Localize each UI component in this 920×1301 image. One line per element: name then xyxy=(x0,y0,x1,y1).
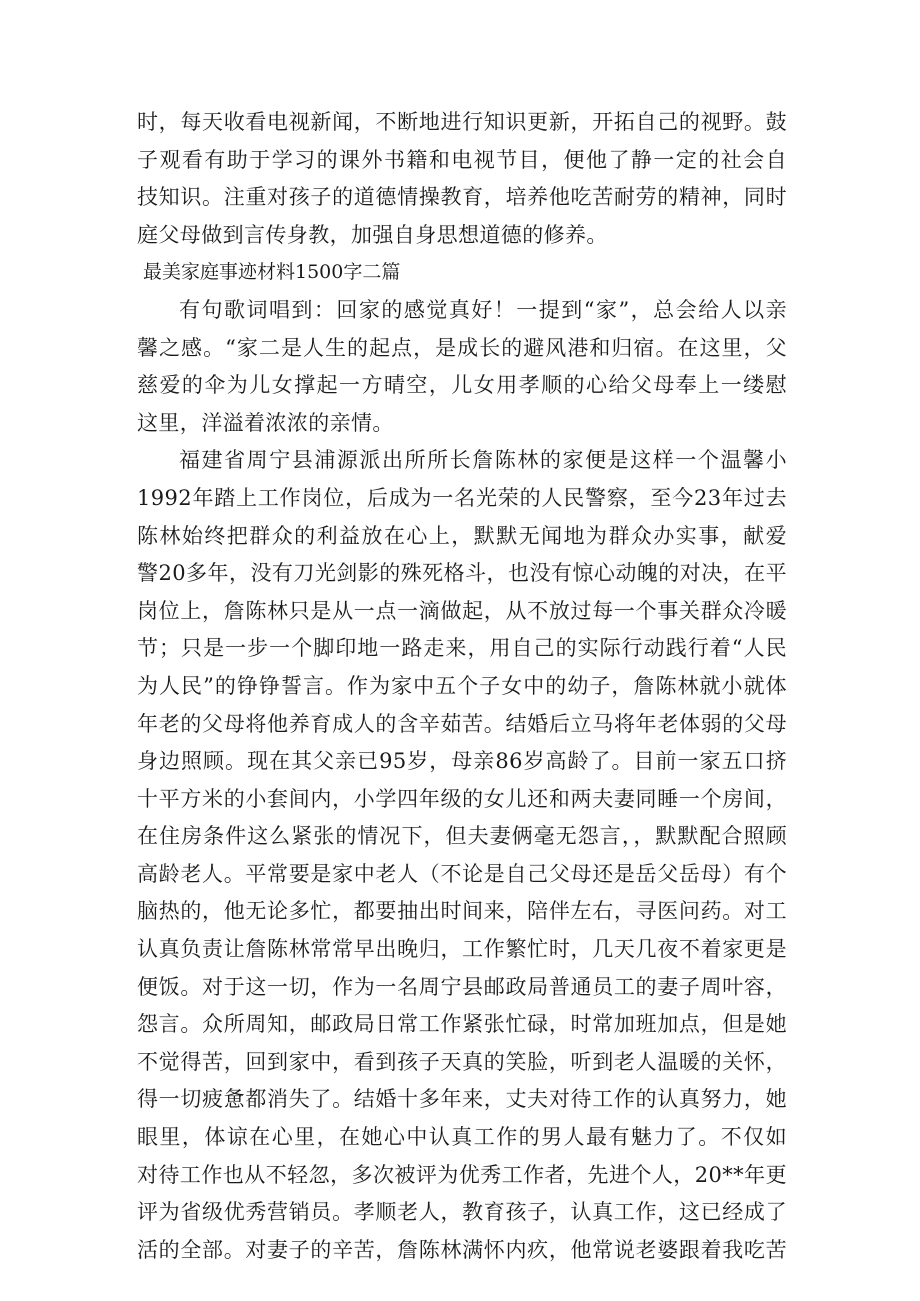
text-line: 得一切疲惫都消失了。结婚十多年来，丈夫对待工作的认真努力，她 xyxy=(137,1087,787,1112)
text-line: 脑热的，他无论多忙，都要抽出时间来，陪伴左右，寻医问药。对工 xyxy=(137,899,787,924)
text-line: 评为省级优秀营销员。孝顺老人，教育孩子，认真工作，这已经成了 xyxy=(137,1200,787,1225)
text-line: 为人民”的铮铮誓言。作为家中五个子女中的幼子，詹陈林就小就体 xyxy=(137,673,787,698)
text-line: 不觉得苦，回到家中，看到孩子天真的笑脸，听到老人温暖的关怀， xyxy=(137,1049,787,1074)
text-line: 技知识。注重对孩子的道德情操教育，培养他吃苦耐劳的精神，同时 xyxy=(137,185,787,210)
text-line: 十平方米的小套间内，小学四年级的女儿还和两夫妻同睡一个房间， xyxy=(137,786,787,811)
text-line: 在住房条件这么紧张的情况下，但夫妻俩毫无怨言，，默默配合照顾 xyxy=(137,824,787,849)
text-line: 福建省周宁县浦源派出所所长詹陈林的家便是这样一个温馨小 xyxy=(179,448,787,473)
text-line: 认真负责让詹陈林常常早出晚归，工作繁忙时，几天几夜不着家更是 xyxy=(137,937,787,962)
text-line: 子观看有助于学习的课外书籍和电视节目，便他了静一定的社会自 xyxy=(137,147,787,172)
paragraph-2 xyxy=(137,292,787,442)
text-line: 岗位上，詹陈林只是从一点一滴做起，从不放过每一个事关群众冷暖 xyxy=(137,598,787,623)
text-line: 有句歌词唱到：回家的感觉真好！一提到“家”，总会给人以亲 xyxy=(179,297,787,322)
text-line: 庭父母做到言传身教，加强自身思想道德的修养。 xyxy=(137,222,608,247)
text-line: 警20多年，没有刀光剑影的殊死格斗，也没有惊心动魄的对决，在平 xyxy=(137,561,787,586)
text-line: 节；只是一步一个脚印地一路走来，用自己的实际行动践行着“人民 xyxy=(137,636,787,661)
document-page xyxy=(137,104,787,1269)
section-heading: 最美家庭事迹材料1500字二篇 xyxy=(143,261,401,284)
text-line: 时，每天收看电视新闻，不断地进行知识更新，开拓自己的视野。鼓 xyxy=(137,110,787,134)
text-line: 高龄老人。平常要是家中老人（不论是自己父母还是岳父岳母）有个 xyxy=(137,861,787,886)
text-line: 陈林始终把群众的利益放在心上，默默无闻地为群众办实事，献爱 xyxy=(137,523,787,548)
text-line: 怨言。众所周知，邮政局日常工作紧张忙碌，时常加班加点，但是她 xyxy=(137,1012,787,1037)
text-line: 慈爱的伞为儿女撑起一方晴空，儿女用孝顺的心给父母奉上一缕慰 xyxy=(137,373,787,398)
text-line: 眼里，体谅在心里，在她心中认真工作的男人最有魅力了。不仅如 xyxy=(137,1125,787,1150)
text-line: 便饭。对于这一切，作为一名周宁县邮政局普通员工的妻子周叶容， xyxy=(137,974,787,999)
text-line: 身边照顾。现在其父亲已95岁，母亲86岁高龄了。目前一家五口挤 xyxy=(137,749,787,774)
paragraph-1 xyxy=(137,104,787,254)
text-line: 年老的父母将他养育成人的含辛茹苦。结婚后立马将年老体弱的父母 xyxy=(137,711,787,736)
text-line: 活的全部。对妻子的辛苦，詹陈林满怀内疚，他常说老婆跟着我吃苦 xyxy=(137,1237,787,1262)
paragraph-3 xyxy=(137,442,787,1269)
text-line: 1992年踏上工作岗位，后成为一名光荣的人民警察，至今23年过去 xyxy=(137,485,787,510)
text-line: 这里，洋溢着浓浓的亲情。 xyxy=(137,410,394,435)
text-line: 对待工作也从不轻忽，多次被评为优秀工作者，先进个人，20**年更 xyxy=(137,1162,787,1187)
text-line: 馨之感。“家二是人生的起点，是成长的避风港和归宿。在这里，父 xyxy=(137,335,787,360)
